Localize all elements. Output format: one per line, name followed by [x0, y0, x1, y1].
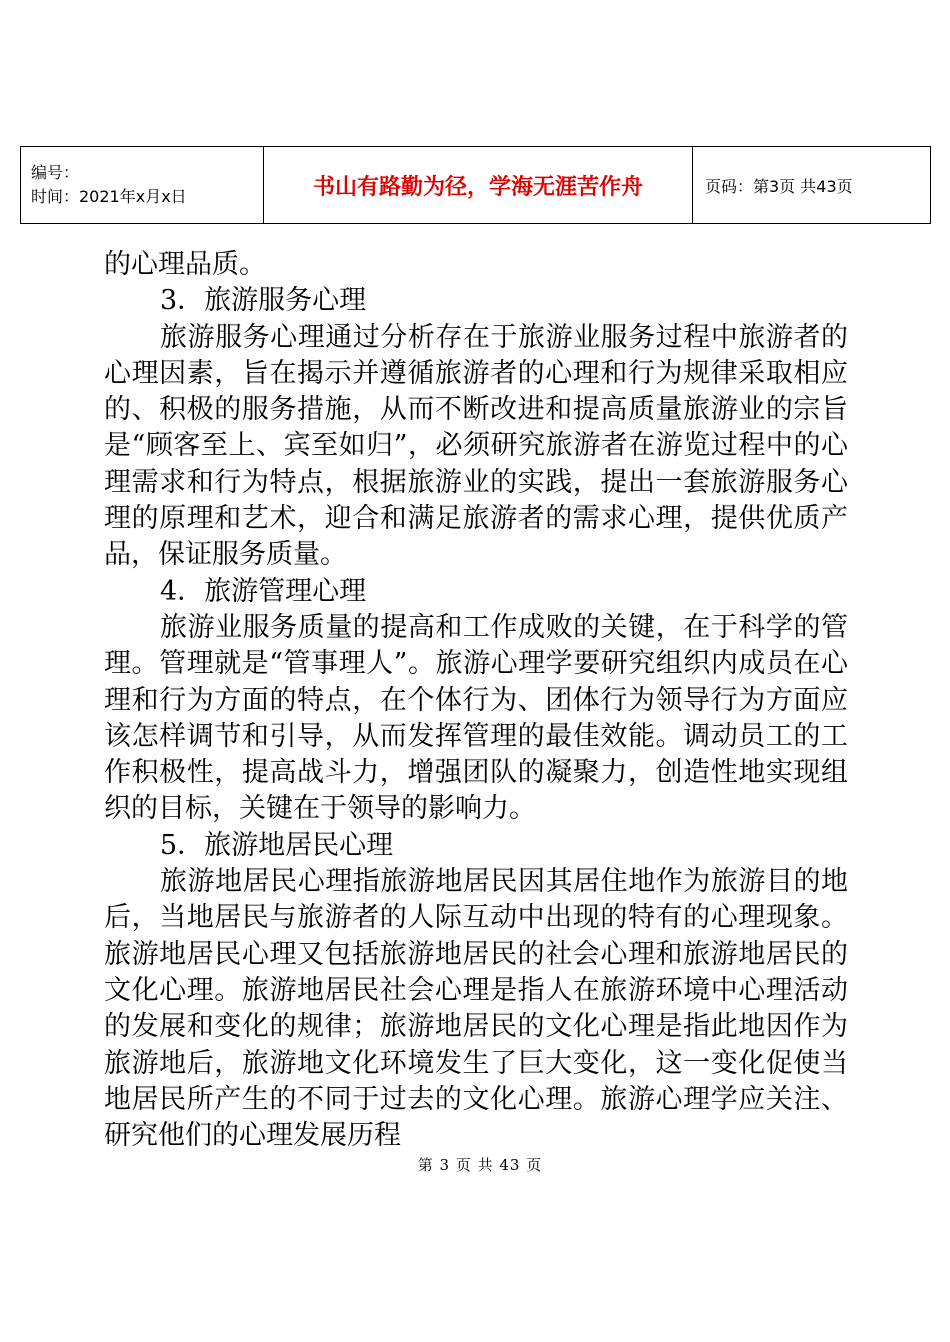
section-heading: 5．旅游地居民心理: [160, 829, 394, 861]
page-footer: 第 3 页 共 43 页: [417, 1156, 543, 1174]
paragraph: 旅游地居民心理指旅游地居民因其居住地作为旅游目的地后，当地居民与旅游者的人际互动中出现的特有的心理现象。旅游地居民心理又包括旅游地居民的社会心理和旅游地居民的文化心理。旅游地居民社会心理是指人在旅游环境中心理活动的发展和变化的规律；旅游地居民的文化心理是指此地因作为旅游地后，旅游地文化环境发生了巨大变化，这一变化促使当地居民所产生的不同于过去的文化心理。旅游心理学应关注、研究他们的心理发展历程: [104, 866, 848, 1152]
paragraph: 的心理品质。: [104, 249, 266, 280]
section-heading: 4．旅游管理心理: [160, 575, 367, 607]
paragraph: 旅游业服务质量的提高和工作成败的关键，在于科学的管理。管理就是“管事理人”。旅游心理学要研究组织内成员在心理和行为方面的特点，在个体行为、团体行为领导行为方面应该怎样调节和引导，从而发挥管理的最佳效能。调动员工的工作积极性，提高战斗力，增强团队的凝聚力，创造性地实现组织的目标，关键在于领导的影响力。: [104, 611, 848, 825]
paragraph: 旅游服务心理通过分析存在于旅游业服务过程中旅游者的心理因素，旨在揭示并遵循旅游者的心理和行为规律采取相应的、积极的服务措施，从而不断改进和提高质量旅游业的宗旨是“顾客至上、宾至如归”，必须研究旅游者在游览过程中的心理需求和行为特点，根据旅游业的实践，提出一套旅游服务心理的原理和艺术，迎合和满足旅游者的需求心理，提供优质产品，保证服务质量。: [104, 321, 848, 571]
section-heading: 3．旅游服务心理: [160, 285, 367, 317]
header-motto: 书山有路勤为径，学海无涯苦作舟: [264, 147, 693, 224]
document-body: [104, 247, 848, 1154]
number-label: 编号：: [31, 163, 80, 182]
header-page-code: 页码：第3页 共43页: [693, 147, 931, 224]
time-label: 时间：2021年x月x日: [31, 187, 187, 206]
header-info-cell: [21, 147, 264, 224]
document-header: [20, 146, 931, 224]
